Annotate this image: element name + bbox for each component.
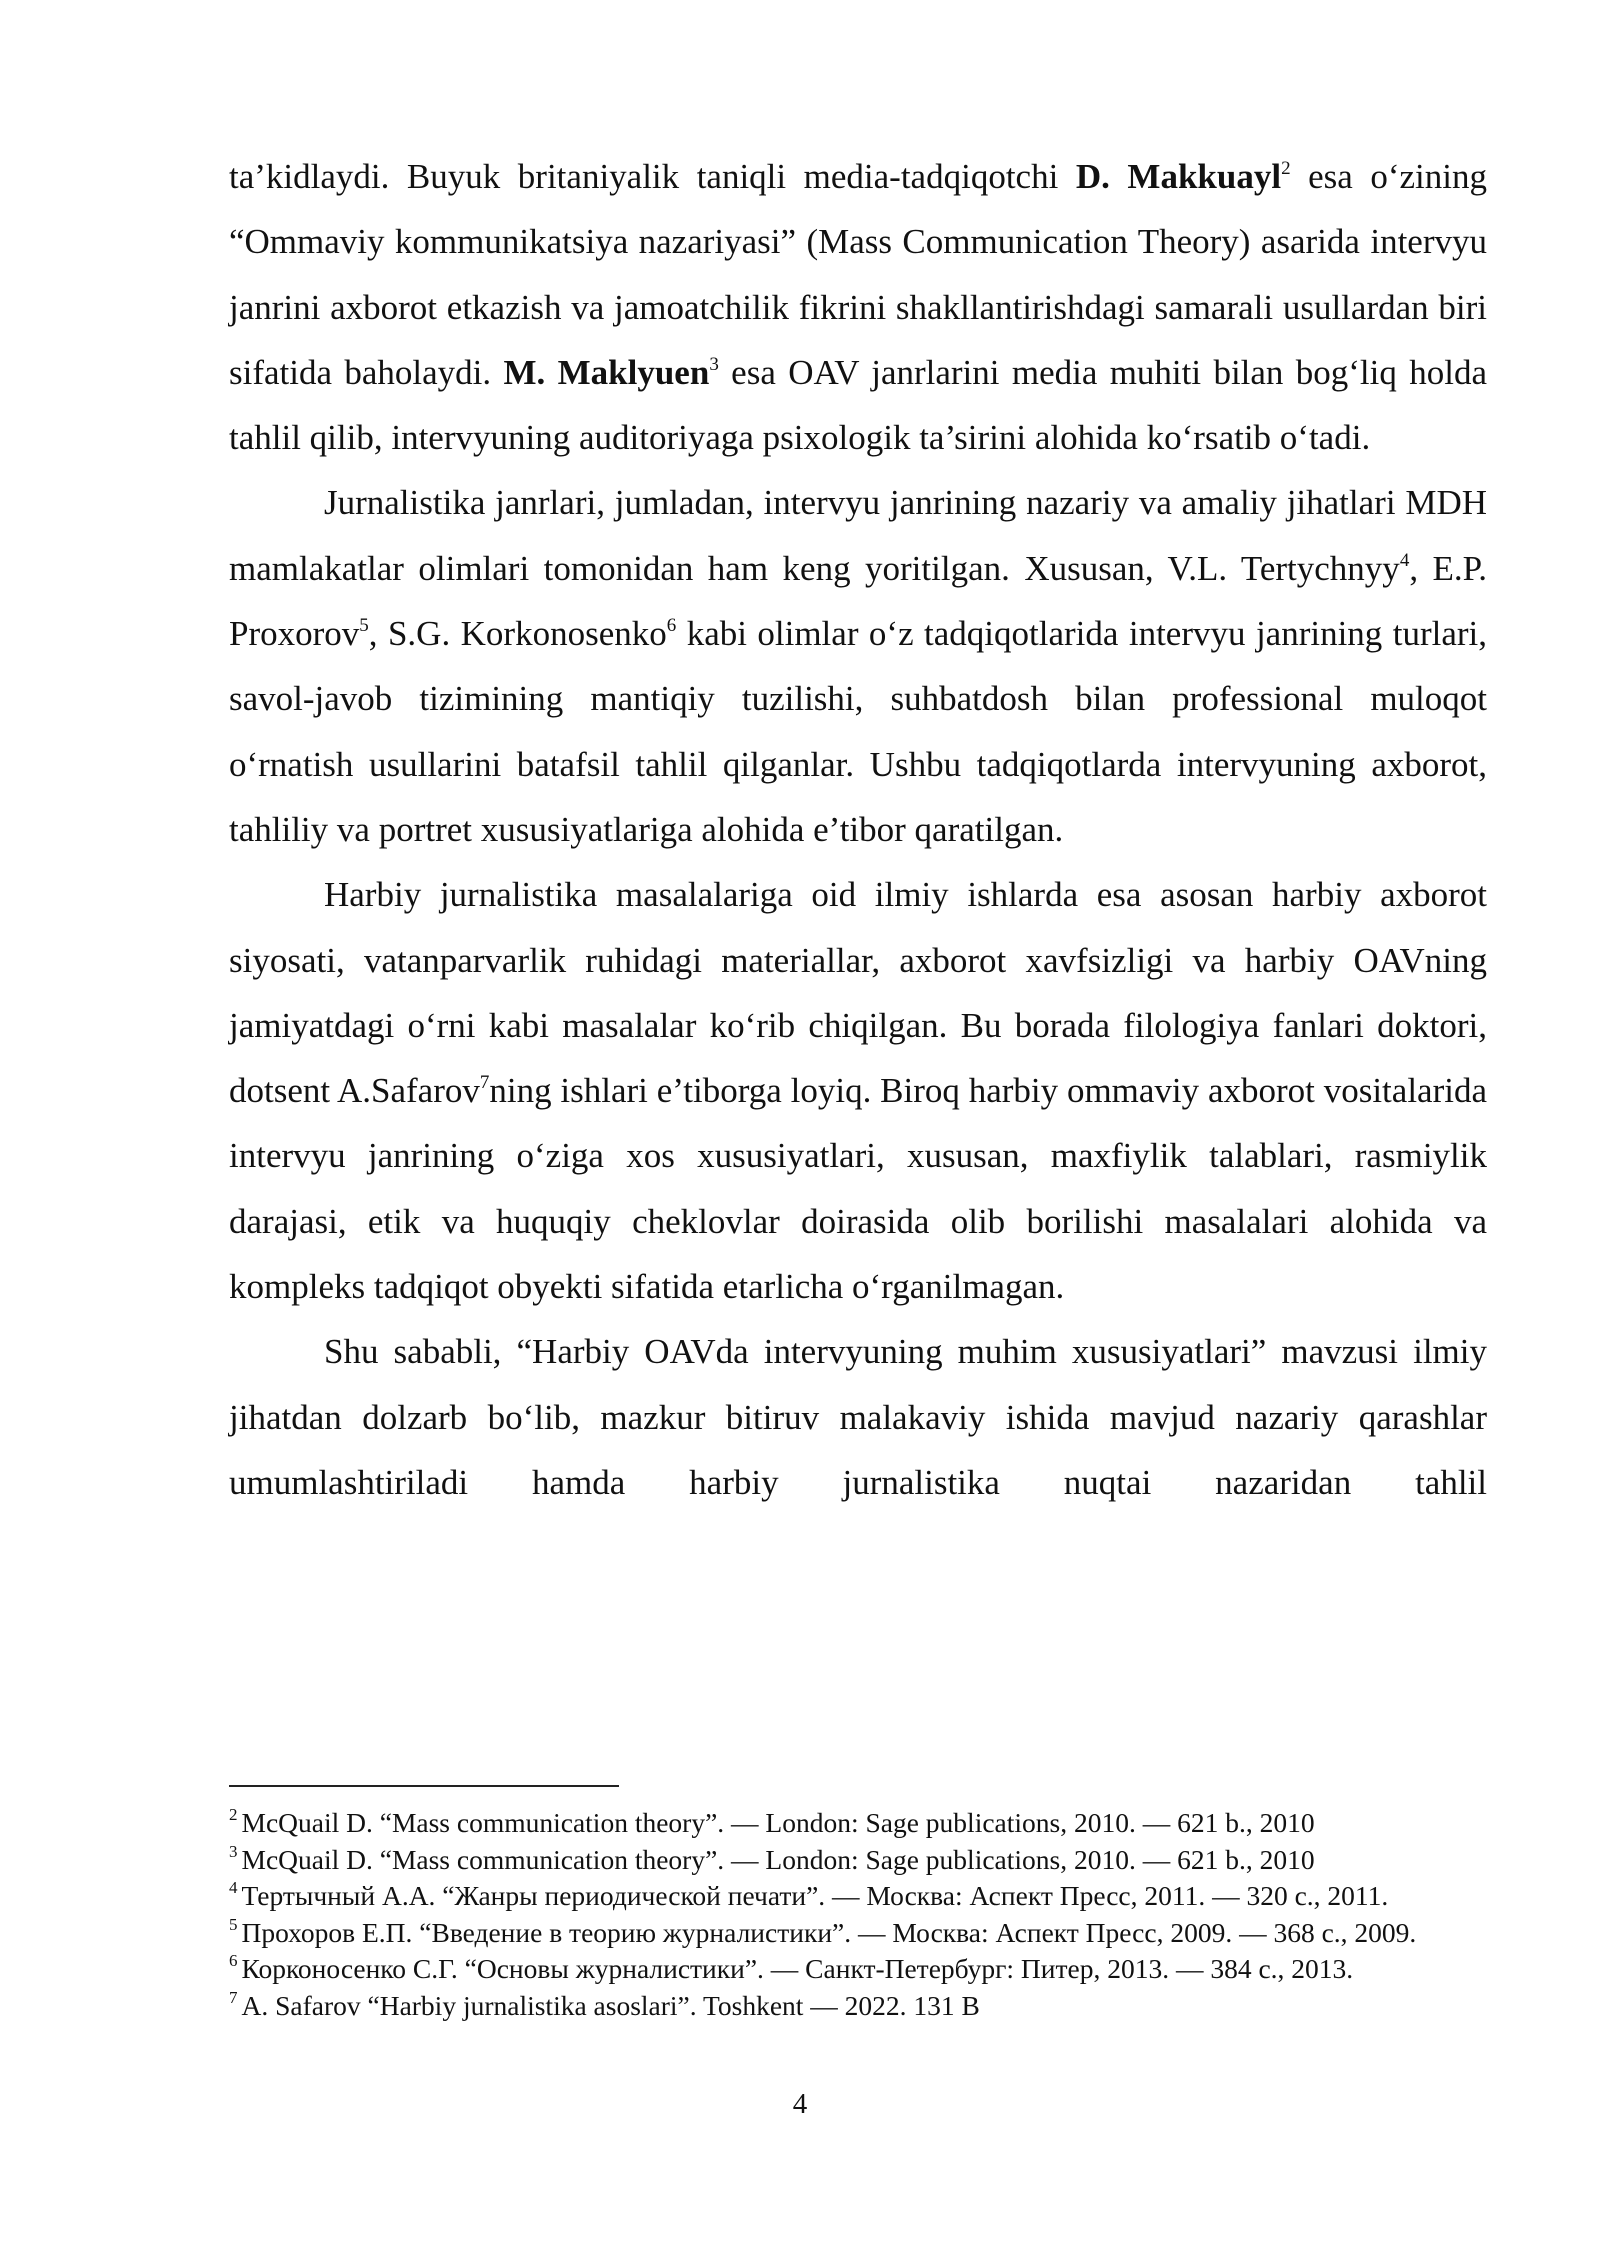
text-run: Shu sababli, “Harbiy OAVda intervyuning muhim xususiyatlari” mavzusi ilmiy jihatdan dolzarb bo‘lib, mazkur bitiruv malakaviy ishida mavjud nazariy qarashlar umumlashtiriladi hamda harbiy jurnalistika nuqtai nazaridan tahlil (229, 1332, 1487, 1502)
text-run: kabi olimlar o‘z tadqiqotlarida intervyu janrining turlari, savol-javob tizimining mantiqiy tuzilishi, suhbatdosh bilan professional muloqot o‘rnatish usullarini batafsil tahlil qilganlar. Ushbu tadqiqotlarda intervyuning axborot, tahliliy va portret xususiyatlariga alohida e’tibor qaratilgan. (229, 614, 1488, 849)
footnote-number: 2 (229, 1805, 238, 1824)
text-run: ta’kidlaydi. Buyuk britaniyalik taniqli media-tadqiqotchi (229, 157, 1076, 196)
page-number: 4 (792, 2088, 808, 2120)
text-run: Harbiy jurnalistika masalalariga oid ilmiy ishlarda esa asosan harbiy axborot siyosati, vatanparvarlik ruhidagi materiallar, axborot xavfsizligi va harbiy OAVning jamiyatdagi o‘rni kabi masalalar ko‘rib chiqilgan. Bu borada filologiya fanlari doktori, dotsent A.Safarov (229, 875, 1487, 1111)
footnote-text: McQuail D. “Mass communication theory”. — London: Sage publications, 2010. — 621 b., 2010 (241, 1843, 1315, 1875)
body-text (229, 144, 1487, 1515)
footnote-2 (229, 1805, 1487, 1842)
footnote-ref-2[interactable]: 2 (1281, 158, 1291, 179)
text-run: esa o‘zining “Ommaviy kommunikatsiya nazariyasi” (Mass Communication Theory) asarida intervyu janrini axborot etkazish va jamoatchilik fikrini shakllantirishdagi samarali usullardan biri sifatida baholaydi. (229, 157, 1488, 392)
footnote-text: McQuail D. “Mass communication theory”. — London: Sage publications, 2010. — 621 b., 2010 (241, 1807, 1315, 1838)
footnote-ref-4[interactable]: 4 (1399, 549, 1410, 571)
footnote-number: 6 (229, 1951, 238, 1970)
footnote-5 (229, 1915, 1487, 1952)
footnote-7 (229, 1988, 1487, 2025)
text-run: , E.P. Proxorov (229, 548, 1487, 654)
paragraph-2 (229, 470, 1487, 862)
footnote-ref-7[interactable]: 7 (479, 1072, 490, 1094)
paragraph-3 (229, 862, 1487, 1319)
author-name-maklyuen: M. Maklyuen (503, 352, 710, 392)
text-run: ning ishlari e’tiborga loyiq. Biroq harbiy ommaviy axborot vositalarida intervyu janrining o‘ziga xos xususiyatlari, xususan, maxfiylik talablari, rasmiylik darajasi, etik va huquqiy cheklovlar doirasida olib borilishi masalalari alohida va kompleks tadqiqot obyekti sifatida etarlicha o‘rganilmagan. (229, 1071, 1487, 1307)
footnote-ref-5[interactable]: 5 (359, 615, 369, 637)
footnote-3 (229, 1842, 1487, 1879)
text-run: , S.G. Korkonosenko (368, 614, 667, 654)
footnote-number: 3 (229, 1841, 238, 1861)
footnote-number: 5 (229, 1914, 238, 1934)
footnote-text: Прохоров Е.П. “Введение в теорию журналистики”. — Москва: Аспект Пресс, 2009. — 368 с., 2009. (241, 1916, 1417, 1948)
text-run: esa OAV janrlarini media muhiti bilan bog‘liq holda tahlil qilib, intervyuning auditoriyaga psixologik ta’sirini alohida ko‘rsatib o‘tadi. (229, 352, 1487, 458)
paragraph-4 (229, 1319, 1487, 1515)
footnote-number: 4 (229, 1878, 238, 1897)
footnote-number: 7 (229, 1987, 238, 2007)
text-run: Jurnalistika janrlari, jumladan, intervyu janrining nazariy va amaliy jihatlari MDH mamlakatlar olimlari tomonidan ham keng yoritilgan. Xususan, V.L. Tertychnyy (229, 483, 1487, 588)
footnote-ref-3[interactable]: 3 (709, 353, 719, 375)
footnote-text: Тертычный А.А. “Жанры периодической печати”. — Москва: Аспект Пресс, 2011. — 320 с., 2011. (241, 1880, 1389, 1911)
footnote-4 (229, 1878, 1487, 1915)
footnote-text: A. Safarov “Harbiy jurnalistika asoslari”. Toshkent — 2022. 131 B (241, 1989, 980, 2021)
author-name-makkuayl: D. Makkuayl (1075, 157, 1282, 196)
footnote-6 (229, 1951, 1487, 1988)
footnote-text: Корконосенко С.Г. “Основы журналистики”. — Санкт-Петербург: Питер, 2013. — 384 с., 2013. (241, 1953, 1354, 1984)
footnotes (229, 1805, 1487, 2024)
footnote-ref-6[interactable]: 6 (666, 615, 677, 637)
paragraph-1 (229, 144, 1487, 470)
footnote-separator (229, 1785, 619, 1787)
